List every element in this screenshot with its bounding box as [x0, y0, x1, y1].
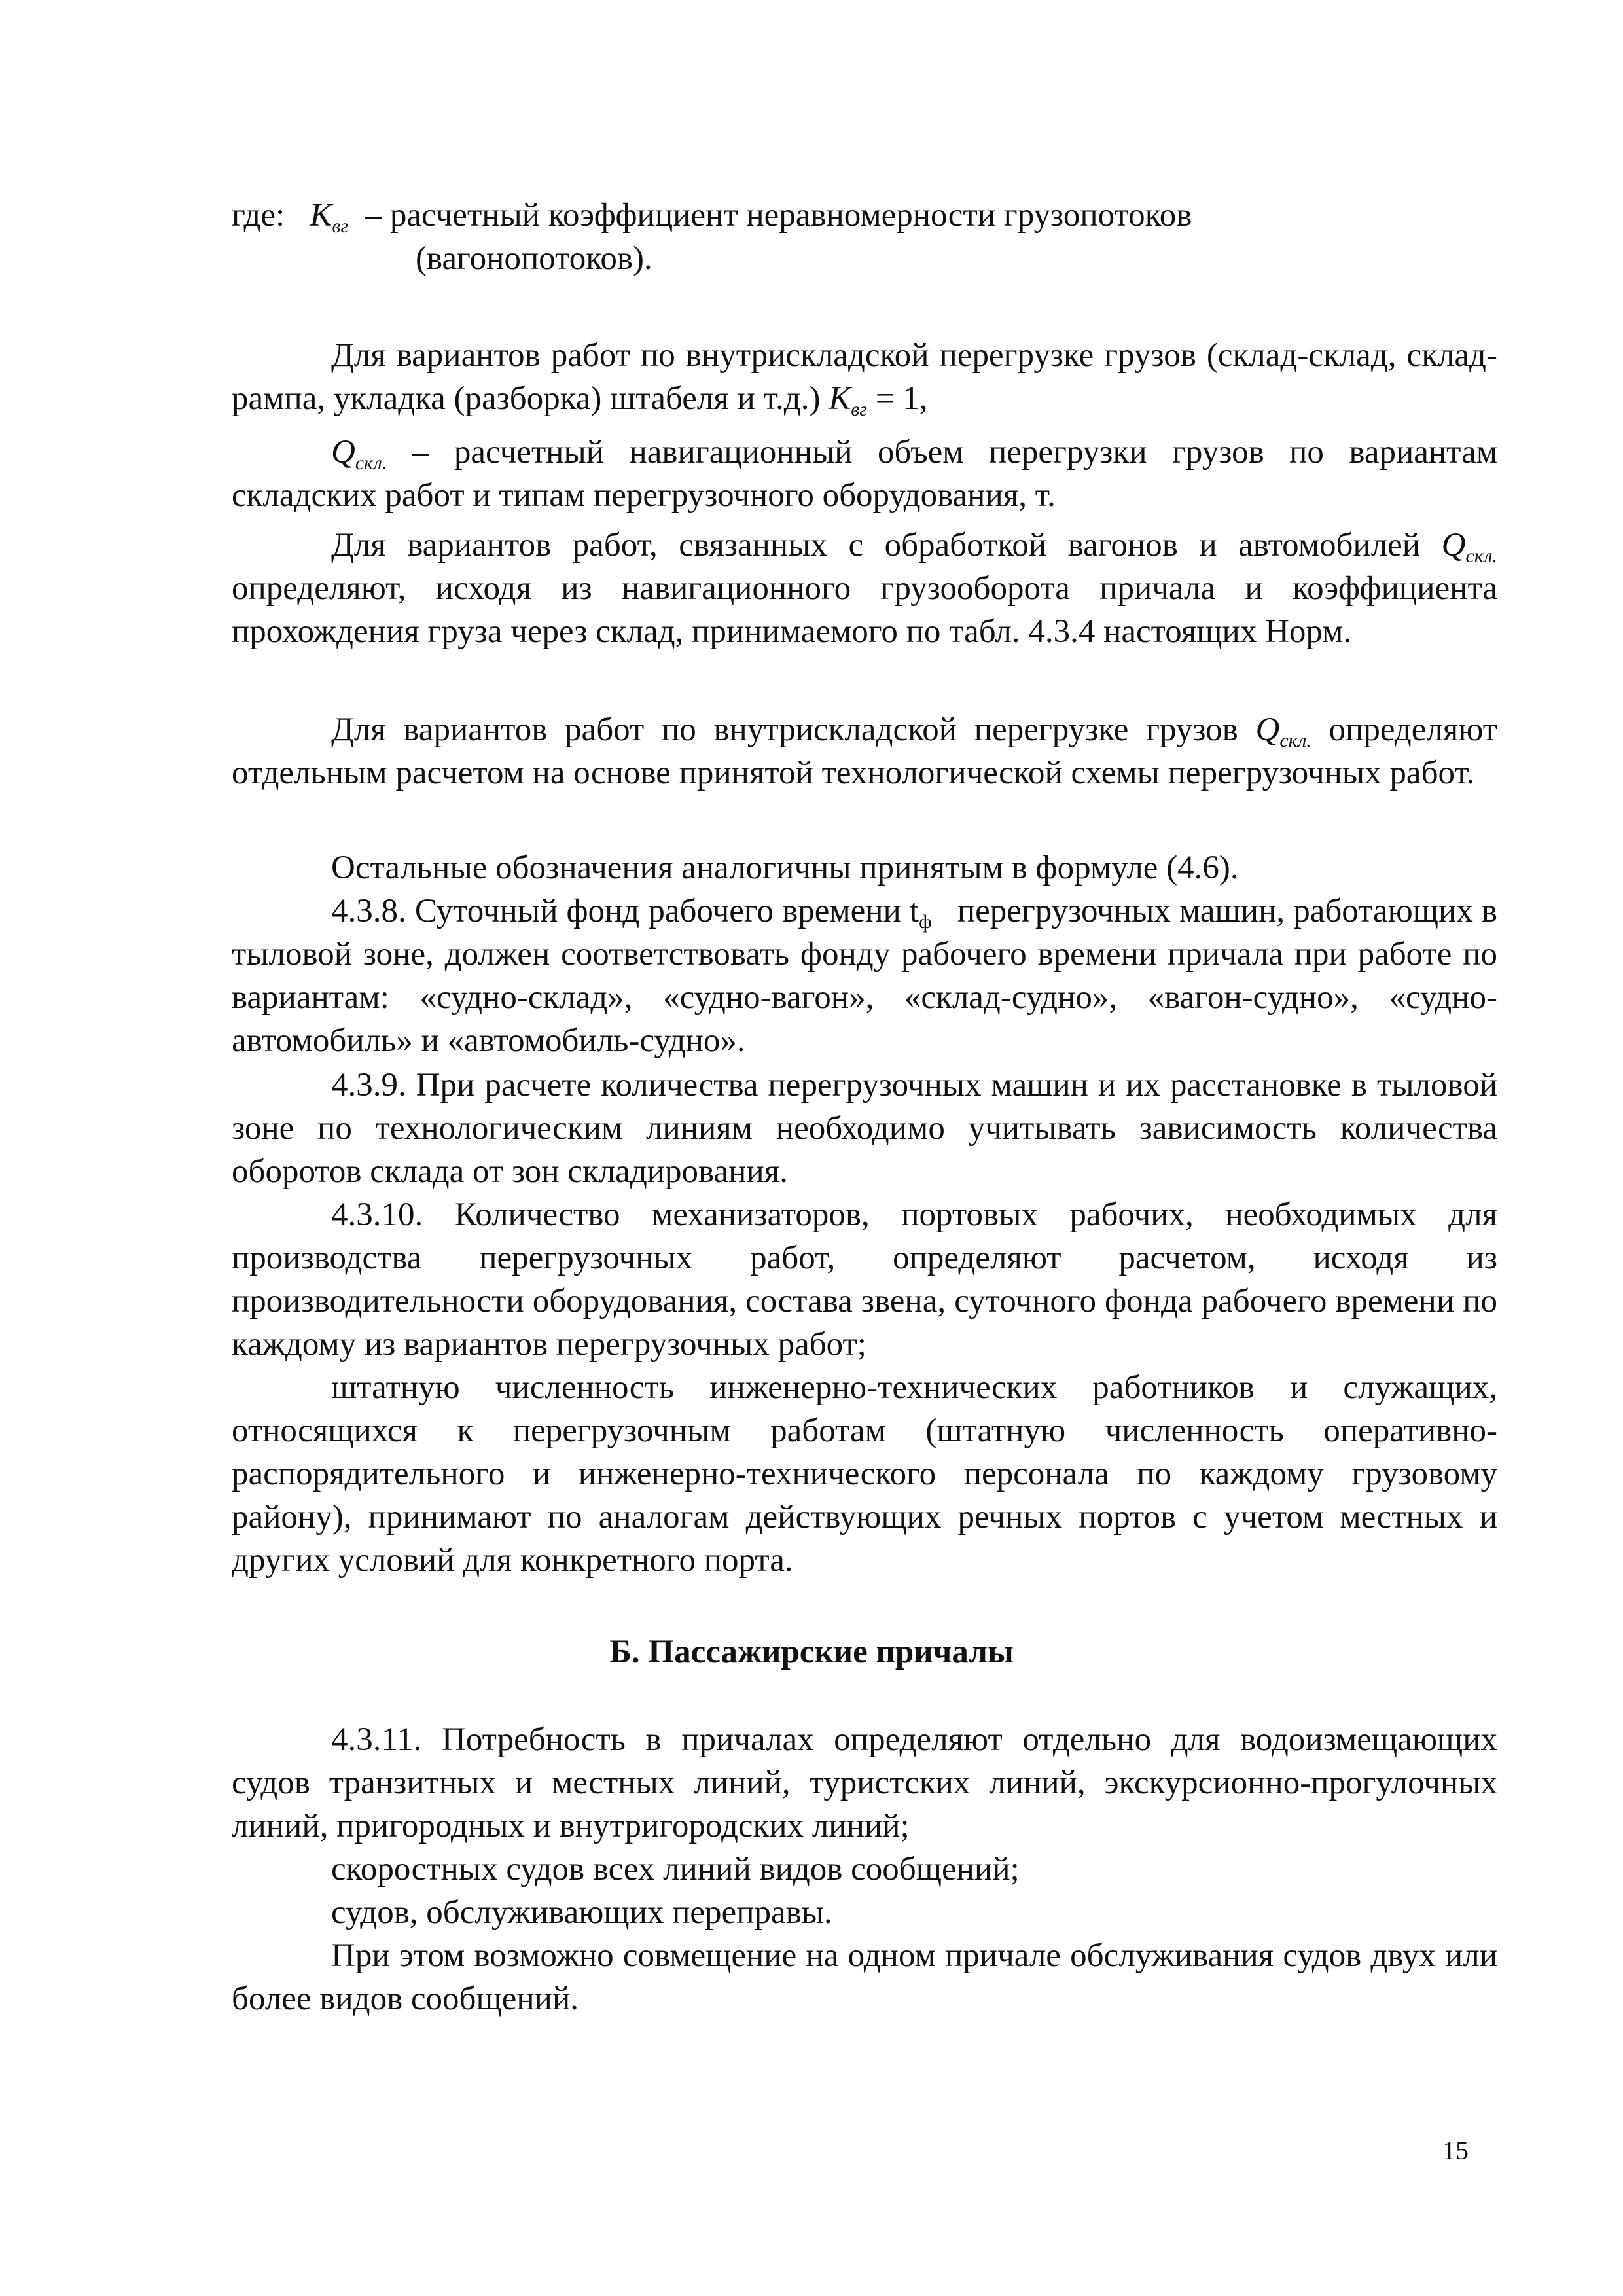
section-heading: Б. Пассажирские причалы — [609, 1634, 1014, 1670]
paragraph-8: 4.3.10. Количество механизаторов, портовых рабочих, необходимых для производства перегрузочных работ, определяют расчетом, исходя из производительности оборудования, состава звена, суточного фонда рабочего времени по каждому из вариантов перегрузочных работ; — [232, 1196, 1497, 1363]
paragraph-10: 4.3.11. Потребность в причалах определяют отдельно для водоизмещающих судов транзитных и местных линий, туристских линий, экскурсионно-прогулочных линий, пригородных и внутригородских линий; — [232, 1721, 1497, 1844]
definition-block — [232, 194, 1497, 280]
paragraph-7: 4.3.9. При расчете количества перегрузочных машин и их расстановке в тыловой зоне по технологическим линиям необходимо учитывать зависимость количества оборотов склада от зон складирования. — [232, 1067, 1497, 1190]
paragraph-5: Остальные обозначения аналогичны принятым в формуле (4.6). — [331, 850, 1239, 886]
coefficient-symbol: $K_{вг}$ — [829, 380, 867, 420]
page-number: 15 — [1442, 2136, 1469, 2165]
paragraph-4: Для вариантов работ по внутрискладской перегрузке грузов $Q_{скл.}$ определяют отдельным расчетом на основе принятой технологической схемы перегрузочных работ. — [232, 711, 1498, 791]
coefficient-symbol: $K_{вг}$ — [310, 197, 349, 237]
paragraph-2: $Q_{скл.}$ – расчетный навигационный объем перегрузки грузов по вариантам складских работ и типам перегрузочного оборудования, т. — [232, 434, 1497, 514]
definition-text: – расчетный коэффициент неравномерности грузопотоков — [365, 197, 1192, 234]
paragraph-6: 4.3.8. Суточный фонд рабочего времени $t_ф$ перегрузочных машин, работающих в тыловой зоне, должен соответствовать фонду рабочего времени причала при работе по вариантам: «судно-склад», «судно-вагон», «склад-судно», «вагон-судно», «судно-автомобиль» и «автомобиль-судно». — [232, 893, 1497, 1059]
paragraph-11: скоростных судов всех линий видов сообщений; — [331, 1851, 1020, 1888]
definition-continuation: (вагонопотоков). — [416, 240, 652, 277]
volume-symbol: $Q_{скл.}$ — [331, 434, 387, 474]
paragraph-12: судов, обслуживающих переправы. — [331, 1894, 832, 1931]
volume-symbol: $Q_{скл.}$ — [1255, 711, 1311, 751]
definition-line — [232, 194, 1497, 237]
paragraph-1: Для вариантов работ по внутрискладской перегрузке грузов (склад-склад, склад-рампа, укладка (разборка) штабеля и т.д.) $K_{вг} = 1$, — [232, 337, 1497, 420]
where-label: где: — [232, 197, 285, 234]
paragraph-13: При этом возможно совмещение на одном причале обслуживания судов двух или более видов сообщений. — [232, 1937, 1497, 2017]
paragraph-9: штатную численность инженерно-технических работников и служащих, относящихся к перегрузочным работам (штатную численность оперативно-распорядительного и инженерно-технического персонала по каждому грузовому району), принимают по аналогам действующих речных портов с учетом местных и других условий для конкретного порта. — [232, 1369, 1497, 1579]
volume-symbol: $Q_{скл.}$ — [1441, 527, 1497, 567]
paragraph-3: Для вариантов работ, связанных с обработкой вагонов и автомобилей $Q_{скл.}$ определяют, исходя из навигационного грузооборота причала и коэффициента прохождения груза через склад, принимаемого по табл. 4.3.4 настоящих Норм. — [232, 527, 1497, 650]
